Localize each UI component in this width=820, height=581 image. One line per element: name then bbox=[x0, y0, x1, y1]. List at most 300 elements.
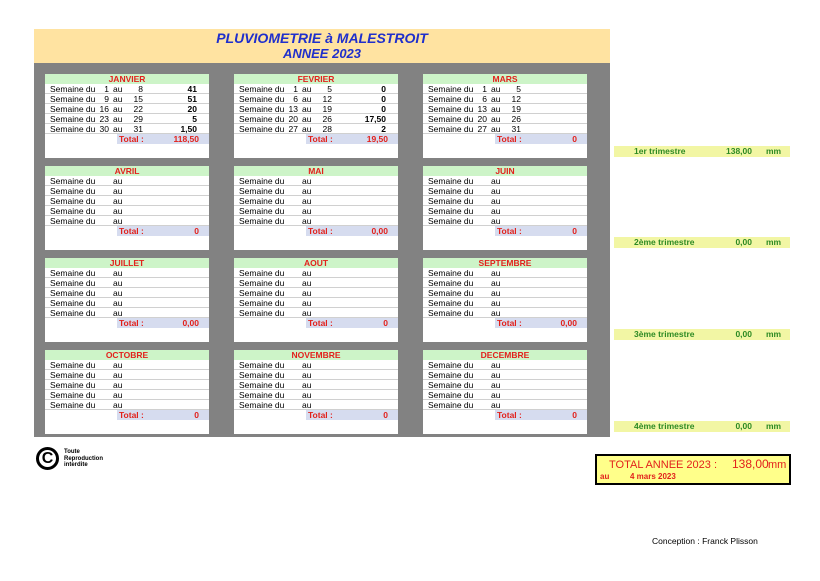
month-header: AOUT bbox=[234, 258, 398, 268]
week-from: 23 bbox=[99, 114, 109, 124]
week-to: 28 bbox=[322, 124, 332, 134]
week-to: 19 bbox=[322, 104, 332, 114]
week-au: au bbox=[113, 298, 123, 308]
quarter-label: 1er trimestre bbox=[634, 146, 686, 156]
week-label: Semaine du bbox=[239, 308, 285, 318]
title-band bbox=[34, 29, 610, 63]
month-total-row bbox=[234, 410, 398, 420]
month-total-row bbox=[423, 226, 587, 236]
month-total-value: 0,00 bbox=[182, 318, 199, 328]
week-from: 6 bbox=[482, 94, 487, 104]
week-to: 19 bbox=[511, 104, 521, 114]
week-row bbox=[234, 196, 398, 206]
month-total-value: 0 bbox=[383, 410, 388, 420]
week-row bbox=[423, 288, 587, 298]
week-row bbox=[423, 216, 587, 226]
total-spacer bbox=[45, 226, 117, 236]
week-to: 5 bbox=[516, 84, 521, 94]
week-from: 20 bbox=[288, 114, 298, 124]
quarter-total-2 bbox=[614, 237, 790, 248]
week-row bbox=[234, 308, 398, 318]
total-spacer bbox=[45, 410, 117, 420]
month-total-value: 0,00 bbox=[560, 318, 577, 328]
week-label: Semaine du bbox=[239, 278, 285, 288]
week-label: Semaine du bbox=[50, 216, 96, 226]
week-label: Semaine du bbox=[428, 216, 474, 226]
week-label: Semaine du bbox=[428, 308, 474, 318]
month-total-row bbox=[234, 318, 398, 328]
week-row bbox=[423, 308, 587, 318]
week-from: 1 bbox=[482, 84, 487, 94]
week-label: Semaine du bbox=[428, 196, 474, 206]
week-label: Semaine du bbox=[50, 308, 96, 318]
week-label: Semaine du bbox=[239, 370, 285, 380]
month-total-value: 19,50 bbox=[366, 134, 388, 144]
week-from: 30 bbox=[99, 124, 109, 134]
month-block-novembre bbox=[234, 350, 398, 434]
month-block-fevrier bbox=[234, 74, 398, 158]
week-label: Semaine du bbox=[50, 390, 96, 400]
month-total-row bbox=[423, 318, 587, 328]
annual-total-unit: mm bbox=[768, 459, 787, 471]
week-row bbox=[423, 94, 587, 104]
week-au: au bbox=[113, 278, 123, 288]
week-au: au bbox=[302, 370, 312, 380]
credit-text: Conception : Franck Plisson bbox=[652, 536, 758, 546]
week-row bbox=[234, 94, 398, 104]
week-au: au bbox=[491, 94, 501, 104]
week-from: 20 bbox=[477, 114, 487, 124]
week-row bbox=[234, 400, 398, 410]
quarter-value: 0,00 bbox=[735, 237, 752, 247]
copyright-icon: C bbox=[36, 447, 59, 470]
week-row bbox=[45, 308, 209, 318]
quarter-value: 0,00 bbox=[735, 421, 752, 431]
copyright-line-3: interdite bbox=[64, 462, 88, 468]
week-label: Semaine du bbox=[239, 124, 285, 134]
month-header: DECEMBRE bbox=[423, 350, 587, 360]
week-label: Semaine du bbox=[239, 380, 285, 390]
week-row bbox=[45, 400, 209, 410]
month-total-value: 0 bbox=[572, 134, 577, 144]
week-label: Semaine du bbox=[428, 206, 474, 216]
annual-date: 4 mars 2023 bbox=[630, 472, 676, 481]
week-value: 2 bbox=[381, 124, 386, 134]
week-label: Semaine du bbox=[428, 268, 474, 278]
week-label: Semaine du bbox=[50, 288, 96, 298]
week-label: Semaine du bbox=[50, 124, 96, 134]
week-row bbox=[423, 370, 587, 380]
month-total-row bbox=[423, 134, 587, 144]
week-row bbox=[234, 124, 398, 134]
week-row bbox=[234, 268, 398, 278]
week-row bbox=[45, 370, 209, 380]
month-header: FEVRIER bbox=[234, 74, 398, 84]
week-to: 15 bbox=[133, 94, 143, 104]
week-au: au bbox=[491, 176, 501, 186]
week-row bbox=[45, 186, 209, 196]
month-total-value: 0 bbox=[194, 410, 199, 420]
month-total-label: Total : bbox=[497, 134, 522, 144]
week-au: au bbox=[491, 104, 501, 114]
month-block-mars bbox=[423, 74, 587, 158]
month-total-label: Total : bbox=[308, 226, 333, 236]
week-value: 0 bbox=[381, 84, 386, 94]
month-total-row bbox=[423, 410, 587, 420]
week-label: Semaine du bbox=[50, 176, 96, 186]
week-au: au bbox=[302, 114, 312, 124]
week-row bbox=[423, 278, 587, 288]
month-total-value: 0 bbox=[194, 226, 199, 236]
week-label: Semaine du bbox=[428, 186, 474, 196]
week-row bbox=[45, 196, 209, 206]
week-label: Semaine du bbox=[428, 278, 474, 288]
week-value: 0 bbox=[381, 104, 386, 114]
month-total-label: Total : bbox=[497, 226, 522, 236]
total-spacer bbox=[45, 318, 117, 328]
week-au: au bbox=[491, 196, 501, 206]
quarter-value: 0,00 bbox=[735, 329, 752, 339]
total-spacer bbox=[423, 410, 495, 420]
week-au: au bbox=[302, 196, 312, 206]
week-au: au bbox=[491, 288, 501, 298]
week-row bbox=[423, 400, 587, 410]
total-spacer bbox=[234, 226, 306, 236]
week-to: 26 bbox=[322, 114, 332, 124]
week-au: au bbox=[113, 94, 123, 104]
week-au: au bbox=[491, 360, 501, 370]
week-au: au bbox=[113, 288, 123, 298]
week-label: Semaine du bbox=[428, 400, 474, 410]
week-row bbox=[234, 278, 398, 288]
week-au: au bbox=[113, 308, 123, 318]
page-subtitle: ANNEE 2023 bbox=[282, 46, 362, 61]
week-au: au bbox=[113, 216, 123, 226]
week-label: Semaine du bbox=[50, 360, 96, 370]
week-label: Semaine du bbox=[239, 176, 285, 186]
week-value: 17,50 bbox=[364, 114, 386, 124]
week-label: Semaine du bbox=[50, 104, 96, 114]
week-row bbox=[45, 380, 209, 390]
week-au: au bbox=[491, 308, 501, 318]
week-to: 12 bbox=[511, 94, 521, 104]
week-au: au bbox=[113, 84, 123, 94]
week-au: au bbox=[491, 400, 501, 410]
month-block-avril bbox=[45, 166, 209, 250]
week-label: Semaine du bbox=[50, 186, 96, 196]
month-header: MAI bbox=[234, 166, 398, 176]
quarter-total-3 bbox=[614, 329, 790, 340]
week-au: au bbox=[491, 370, 501, 380]
annual-total-label: TOTAL ANNEE 2023 : bbox=[609, 459, 718, 471]
week-label: Semaine du bbox=[50, 268, 96, 278]
week-to: 22 bbox=[133, 104, 143, 114]
month-total-label: Total : bbox=[497, 410, 522, 420]
week-au: au bbox=[491, 124, 501, 134]
week-label: Semaine du bbox=[428, 298, 474, 308]
week-label: Semaine du bbox=[239, 104, 285, 114]
total-spacer bbox=[423, 318, 495, 328]
month-header: JUIN bbox=[423, 166, 587, 176]
week-row bbox=[423, 186, 587, 196]
week-au: au bbox=[302, 176, 312, 186]
annual-total-value: 138,00 bbox=[732, 457, 769, 471]
total-spacer bbox=[234, 318, 306, 328]
quarter-unit: mm bbox=[766, 329, 782, 339]
week-row bbox=[423, 390, 587, 400]
week-label: Semaine du bbox=[50, 400, 96, 410]
month-header: NOVEMBRE bbox=[234, 350, 398, 360]
quarter-total-4 bbox=[614, 421, 790, 432]
week-value: 51 bbox=[187, 94, 197, 104]
month-block-mai bbox=[234, 166, 398, 250]
month-header: MARS bbox=[423, 74, 587, 84]
week-to: 8 bbox=[138, 84, 143, 94]
week-au: au bbox=[302, 216, 312, 226]
month-block-octobre bbox=[45, 350, 209, 434]
week-label: Semaine du bbox=[239, 360, 285, 370]
month-total-label: Total : bbox=[497, 318, 522, 328]
month-total-label: Total : bbox=[119, 318, 144, 328]
month-block-juillet bbox=[45, 258, 209, 342]
week-label: Semaine du bbox=[50, 278, 96, 288]
month-total-row bbox=[45, 226, 209, 236]
month-total-label: Total : bbox=[119, 134, 144, 144]
week-from: 1 bbox=[104, 84, 109, 94]
week-label: Semaine du bbox=[239, 84, 285, 94]
week-au: au bbox=[491, 390, 501, 400]
week-au: au bbox=[302, 84, 312, 94]
week-row bbox=[45, 94, 209, 104]
total-spacer bbox=[423, 226, 495, 236]
week-au: au bbox=[302, 206, 312, 216]
week-au: au bbox=[491, 114, 501, 124]
week-au: au bbox=[302, 380, 312, 390]
week-row bbox=[234, 380, 398, 390]
week-from: 6 bbox=[293, 94, 298, 104]
quarter-unit: mm bbox=[766, 421, 782, 431]
week-label: Semaine du bbox=[428, 94, 474, 104]
week-au: au bbox=[302, 94, 312, 104]
quarter-label: 4ème trimestre bbox=[634, 421, 695, 431]
month-total-value: 0 bbox=[572, 410, 577, 420]
week-au: au bbox=[302, 298, 312, 308]
week-au: au bbox=[113, 186, 123, 196]
week-au: au bbox=[302, 268, 312, 278]
week-row bbox=[234, 298, 398, 308]
week-row bbox=[45, 124, 209, 134]
total-spacer bbox=[234, 410, 306, 420]
month-total-value: 0 bbox=[572, 226, 577, 236]
month-total-value: 0,00 bbox=[371, 226, 388, 236]
week-to: 12 bbox=[322, 94, 332, 104]
week-label: Semaine du bbox=[239, 400, 285, 410]
week-row bbox=[234, 360, 398, 370]
month-total-row bbox=[45, 318, 209, 328]
month-header: AVRIL bbox=[45, 166, 209, 176]
copyright-line-1: Toute bbox=[64, 449, 80, 455]
total-spacer bbox=[45, 134, 117, 144]
week-label: Semaine du bbox=[239, 206, 285, 216]
week-label: Semaine du bbox=[428, 360, 474, 370]
week-row bbox=[234, 176, 398, 186]
week-label: Semaine du bbox=[428, 114, 474, 124]
week-row bbox=[45, 268, 209, 278]
quarter-label: 3ème trimestre bbox=[634, 329, 695, 339]
month-total-label: Total : bbox=[308, 134, 333, 144]
week-label: Semaine du bbox=[239, 216, 285, 226]
week-label: Semaine du bbox=[239, 196, 285, 206]
week-au: au bbox=[302, 400, 312, 410]
week-row bbox=[423, 176, 587, 186]
week-au: au bbox=[113, 370, 123, 380]
week-row bbox=[45, 206, 209, 216]
week-au: au bbox=[491, 268, 501, 278]
week-au: au bbox=[113, 206, 123, 216]
week-row bbox=[234, 288, 398, 298]
week-row bbox=[423, 196, 587, 206]
week-label: Semaine du bbox=[239, 114, 285, 124]
week-label: Semaine du bbox=[50, 94, 96, 104]
week-row bbox=[423, 124, 587, 134]
month-total-row bbox=[45, 134, 209, 144]
page-title: PLUVIOMETRIE à MALESTROIT bbox=[216, 30, 428, 46]
week-au: au bbox=[113, 196, 123, 206]
annual-total-box bbox=[595, 454, 791, 485]
week-au: au bbox=[113, 360, 123, 370]
month-header: OCTOBRE bbox=[45, 350, 209, 360]
annual-au-label: au bbox=[600, 472, 610, 481]
week-value: 1,50 bbox=[180, 124, 197, 134]
month-block-decembre bbox=[423, 350, 587, 434]
week-label: Semaine du bbox=[239, 94, 285, 104]
week-from: 27 bbox=[477, 124, 487, 134]
week-au: au bbox=[113, 400, 123, 410]
week-label: Semaine du bbox=[428, 380, 474, 390]
month-total-row bbox=[45, 410, 209, 420]
month-block-aout bbox=[234, 258, 398, 342]
month-total-row bbox=[234, 226, 398, 236]
month-total-row bbox=[234, 134, 398, 144]
week-from: 1 bbox=[293, 84, 298, 94]
week-au: au bbox=[302, 278, 312, 288]
month-total-label: Total : bbox=[308, 318, 333, 328]
week-row bbox=[45, 176, 209, 186]
total-spacer bbox=[423, 134, 495, 144]
month-block-juin bbox=[423, 166, 587, 250]
week-label: Semaine du bbox=[50, 114, 96, 124]
week-row bbox=[45, 104, 209, 114]
week-label: Semaine du bbox=[428, 370, 474, 380]
week-label: Semaine du bbox=[239, 186, 285, 196]
week-value: 20 bbox=[187, 104, 197, 114]
week-value: 41 bbox=[187, 84, 197, 94]
week-row bbox=[234, 84, 398, 94]
week-au: au bbox=[113, 268, 123, 278]
week-au: au bbox=[113, 114, 123, 124]
week-label: Semaine du bbox=[50, 206, 96, 216]
week-au: au bbox=[302, 308, 312, 318]
week-au: au bbox=[302, 124, 312, 134]
copyright-line-2: Reproduction bbox=[64, 455, 103, 462]
week-au: au bbox=[491, 216, 501, 226]
week-from: 27 bbox=[288, 124, 298, 134]
week-label: Semaine du bbox=[239, 298, 285, 308]
week-au: au bbox=[491, 186, 501, 196]
week-label: Semaine du bbox=[50, 298, 96, 308]
week-row bbox=[234, 104, 398, 114]
month-total-label: Total : bbox=[119, 226, 144, 236]
quarter-unit: mm bbox=[766, 237, 782, 247]
week-row bbox=[234, 216, 398, 226]
week-row bbox=[423, 360, 587, 370]
week-au: au bbox=[491, 380, 501, 390]
quarter-value: 138,00 bbox=[726, 146, 752, 156]
week-au: au bbox=[302, 186, 312, 196]
month-header: JANVIER bbox=[45, 74, 209, 84]
week-to: 31 bbox=[511, 124, 521, 134]
week-au: au bbox=[491, 84, 501, 94]
week-row bbox=[234, 206, 398, 216]
month-total-value: 118,50 bbox=[173, 134, 199, 144]
quarter-label: 2ème trimestre bbox=[634, 237, 695, 247]
week-label: Semaine du bbox=[428, 84, 474, 94]
week-row bbox=[234, 390, 398, 400]
week-from: 9 bbox=[104, 94, 109, 104]
week-to: 26 bbox=[511, 114, 521, 124]
month-header: SEPTEMBRE bbox=[423, 258, 587, 268]
week-au: au bbox=[491, 298, 501, 308]
week-label: Semaine du bbox=[50, 84, 96, 94]
week-row bbox=[423, 84, 587, 94]
month-total-label: Total : bbox=[119, 410, 144, 420]
month-total-value: 0 bbox=[383, 318, 388, 328]
week-row bbox=[423, 206, 587, 216]
week-from: 13 bbox=[477, 104, 487, 114]
quarter-unit: mm bbox=[766, 146, 782, 156]
quarter-total-1 bbox=[614, 146, 790, 157]
week-au: au bbox=[113, 380, 123, 390]
week-label: Semaine du bbox=[50, 380, 96, 390]
week-au: au bbox=[302, 104, 312, 114]
week-au: au bbox=[491, 206, 501, 216]
week-to: 31 bbox=[133, 124, 143, 134]
week-from: 13 bbox=[288, 104, 298, 114]
week-row bbox=[423, 104, 587, 114]
week-from: 16 bbox=[99, 104, 109, 114]
week-au: au bbox=[113, 104, 123, 114]
week-row bbox=[45, 216, 209, 226]
week-label: Semaine du bbox=[428, 390, 474, 400]
week-label: Semaine du bbox=[428, 176, 474, 186]
week-row bbox=[45, 298, 209, 308]
week-label: Semaine du bbox=[50, 370, 96, 380]
week-label: Semaine du bbox=[50, 196, 96, 206]
week-au: au bbox=[113, 124, 123, 134]
week-au: au bbox=[302, 390, 312, 400]
week-au: au bbox=[491, 278, 501, 288]
week-au: au bbox=[302, 360, 312, 370]
week-row bbox=[234, 370, 398, 380]
week-value: 0 bbox=[381, 94, 386, 104]
week-au: au bbox=[302, 288, 312, 298]
month-block-septembre bbox=[423, 258, 587, 342]
week-row bbox=[234, 114, 398, 124]
week-row bbox=[234, 186, 398, 196]
week-row bbox=[423, 380, 587, 390]
week-au: au bbox=[113, 176, 123, 186]
week-label: Semaine du bbox=[239, 390, 285, 400]
